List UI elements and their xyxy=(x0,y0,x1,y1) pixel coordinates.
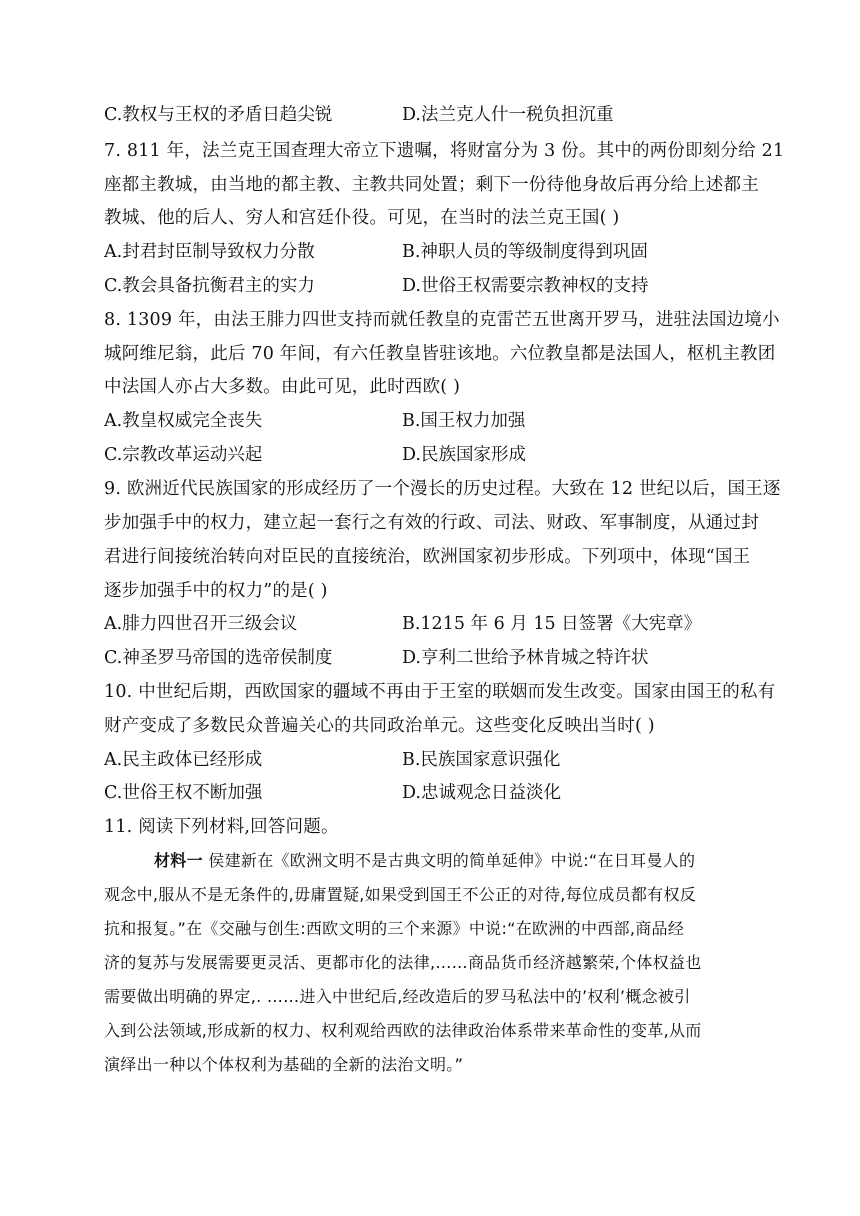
q9-stem-line-1: 9. 欧洲近代民族国家的形成经历了一个漫长的历史过程。大致在 12 世纪以后，国王逐 xyxy=(104,479,781,499)
q6-option-d[interactable]: D.法兰克人什一税负担沉重 xyxy=(402,105,614,125)
q9-stem-line-3: 君进行间接统治转向对臣民的直接统治，欧洲国家初步形成。下列项中，体现“国王 xyxy=(104,547,751,567)
q8-stem-line-3: 中法国人亦占大多数。由此可见，此时西欧( ) xyxy=(104,377,461,397)
q7-stem-line-2: 座都主教城，由当地的都主教、主教共同处置；剩下一份待他身故后再分给上述都主 xyxy=(104,175,759,195)
q9-stem-line-4: 逐步加强手中的权力”的是( ) xyxy=(104,581,328,601)
q6-option-c[interactable]: C.教权与王权的矛盾日趋尖锐 xyxy=(104,105,333,125)
q11-material-line-4: 济的复苏与发展需要更灵活、更都市化的法律,……商品货币经济越繁荣,个体权益也 xyxy=(104,953,702,972)
q9-option-c[interactable]: C.神圣罗马帝国的选帝侯制度 xyxy=(104,648,333,668)
q11-material-line-3: 抗和报复。”在《交融与创生:西欧文明的三个来源》中说:“在欧洲的中西部,商品经 xyxy=(104,919,685,938)
q7-option-b[interactable]: B.神职人员的等级制度得到巩固 xyxy=(402,242,648,262)
q7-stem-line-3: 教城、他的后人、穷人和宫廷仆役。可见，在当时的法兰克王国( ) xyxy=(104,208,620,228)
q11-material-line-6: 入到公法领域,形成新的权力、权利观给西欧的法律政治体系带来革命性的变革,从而 xyxy=(104,1021,702,1040)
q10-option-d[interactable]: D.忠诚观念日益淡化 xyxy=(402,783,561,803)
material-label: 材料一 xyxy=(154,851,203,870)
q11-material-line-5: 需要做出明确的界定,. ……进入中世纪后,经改造后的罗马私法中的’权利’概念被引 xyxy=(104,987,691,1006)
q8-option-c[interactable]: C.宗教改革运动兴起 xyxy=(104,445,263,465)
q10-option-a[interactable]: A.民主政体已经形成 xyxy=(104,750,263,770)
q7-option-c[interactable]: C.教会具备抗衡君主的实力 xyxy=(104,276,315,296)
q8-option-d[interactable]: D.民族国家形成 xyxy=(402,445,526,465)
q11-material-line-1 xyxy=(154,850,814,872)
q8-option-a[interactable]: A.教皇权威完全丧失 xyxy=(104,411,263,431)
q7-option-a[interactable]: A.封君封臣制导致权力分散 xyxy=(104,242,315,262)
q7-option-d[interactable]: D.世俗王权需要宗教神权的支持 xyxy=(402,276,649,296)
q7-stem-line-1: 7. 811 年，法兰克王国查理大帝立下遗嘱，将财富分为 3 份。其中的两份即刻分给 21 xyxy=(104,141,785,161)
q10-stem-line-2: 财产变成了多数民众普遍关心的共同政治单元。这些变化反映出当时( ) xyxy=(104,716,655,736)
q10-stem-line-1: 10. 中世纪后期，西欧国家的疆域不再由于王室的联姻而发生改变。国家由国王的私有 xyxy=(104,682,776,702)
q8-stem-line-2: 城阿维尼翁，此后 70 年间，有六任教皇皆驻该地。六位教皇都是法国人，枢机主教团 xyxy=(104,344,776,364)
q9-option-a[interactable]: A.腓力四世召开三级会议 xyxy=(104,614,298,634)
q11-title: 11. 阅读下列材料,回答问题。 xyxy=(104,817,339,837)
q9-option-b[interactable]: B.1215 年 6 月 15 日签署《大宪章》 xyxy=(402,614,702,634)
q11-material-line-7: 演绎出一种以个体权利为基础的全新的法治文明。” xyxy=(104,1055,464,1074)
material-first-text: 侯建新在《欧洲文明不是古典文明的简单延伸》中说:“在日耳曼人的 xyxy=(202,851,696,870)
q8-stem-line-1: 8. 1309 年，由法王腓力四世支持而就任教皇的克雷芒五世离开罗马，进驻法国边境小 xyxy=(104,310,780,330)
q10-option-b[interactable]: B.民族国家意识强化 xyxy=(402,750,561,770)
q8-option-b[interactable]: B.国王权力加强 xyxy=(402,411,526,431)
q9-option-d[interactable]: D.亨利二世给予林肯城之特许状 xyxy=(402,648,649,668)
q11-material-line-2: 观念中,服从不是无条件的,毋庸置疑,如果受到国王不公正的对待,每位成员都有权反 xyxy=(104,885,697,904)
q9-stem-line-2: 步加强手中的权力，建立起一套行之有效的行政、司法、财政、军事制度，从通过封 xyxy=(104,513,759,533)
q10-option-c[interactable]: C.世俗王权不断加强 xyxy=(104,783,263,803)
